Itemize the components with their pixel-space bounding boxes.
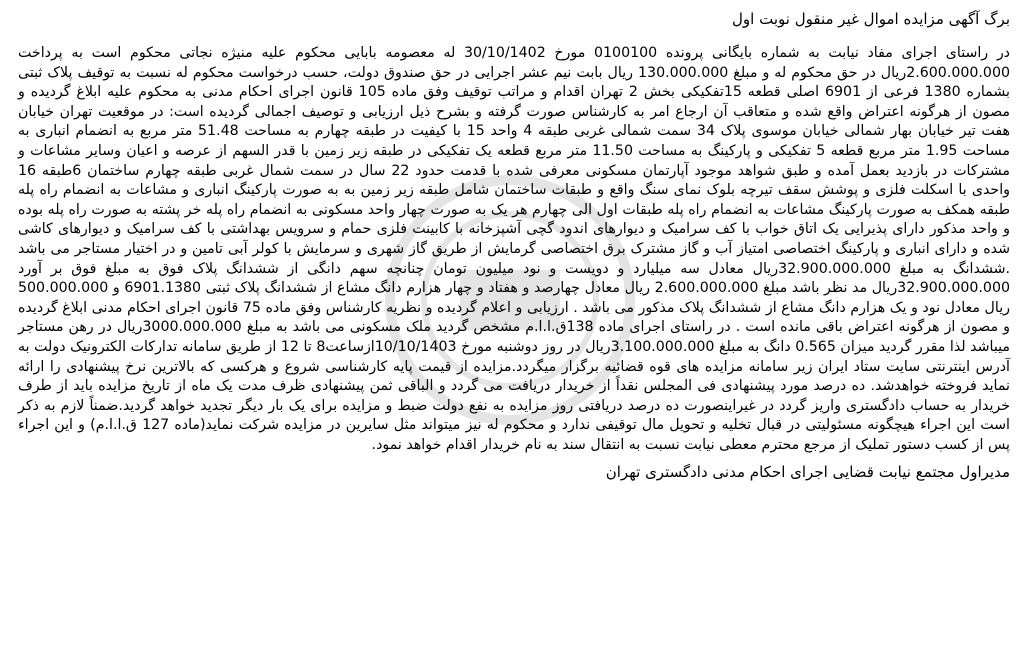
notice-title: برگ آگهی مزایده اموال غیر منقول نوبت اول bbox=[732, 10, 1010, 28]
notice-signature: مدیراول مجتمع نیابت قضایی اجرای احکام مدنی دادگستری تهران bbox=[605, 463, 1010, 482]
notice-body: در راستای اجرای مفاد نیابت به شماره بایگانی پرونده 0100100 مورخ 30/10/1402 له معصومه بابایی محکوم علیه منیژه نجاتی محکوم است به پرداخت 2.600.000.000ریال در حق محکوم له و مبلغ 130.000.000 ریال بابت نیم عشر اجرایی در حق صندوق دولت، حسب درخواست محکوم له نسبت به توقیف پلاک ثبتی بشماره 1380 فرعی از 6901 اصلی قطعه 15تفکیکی بخش 2 تهران اقدام و مراتب توقیف وفق ماده 105 قانون اجرای احکام مدنی به محکوم علیه ابلاغ گردیده و مصون از هرگونه اعتراض واقع شده و متعاقب آن ارجاع امر به کارشناس صورت گرفته و بشرح ذیل ارزیابی و توصیف اجمالی گردیده است: در موقعیت تهران خیابان هفت تیر خیابان بهار شمالی خیابان موسوی پلاک 34 سمت شمالی غربی طبقه 4 واحد 15 با کیفیت در طبقه چهارم به مساحت 51.48 متر مربع به انضمام انباری به مساحت 1.95 متر مربع قطعه 5 تفکیکی و پارکینگ به مساحت 11.50 متر مربع قطعه یک تفکیکی در طبقه زیر زمین با قدر السهم از عرصه و اعیان وسایر مشاعات و مشترکات در بازدید بعمل آمده و طبق شواهد موجود آپارتمان مسکونی معرفی شده با قدمت حدود 22 سال در سمت شمال غربی طبقه چهارم ساختمان 6طبقه 16 واحدی با اسکلت فلزی و پوشش سقف تیرچه بلوک نمای سنگ واقع و طبقات ساختمان شامل طبقه زیر زمین به به صورت پارکینگ انباری و مشاعات به انضمام راه پله طبقه همکف به صورت پارکینگ مشاعات به انضمام راه پله طبقات اول الی چهارم هر یک به صورت چهار واحد مسکونی به انضمام راه پله خر پشته به صورت راه پله بوده و واحد مذکور دارای پذیرایی یک اتاق خواب با کف سرامیک و دیوارهای اندود گچی آشپزخانه با کابینت فلزی حمام و سرویس بهداشتی با کف سرامیک و دیوارهای کاشی شده و دارای انباری و پارکینگ اختصاصی امتیاز آب و گاز مشترک برق اختصاصی گرمایش از طریق گاز شهری و سرمایش با کولر آبی تامین و در اختیار مستاجر می باشد .ششدانگ به مبلغ 32.900.000.000ریال معادل سه میلیارد و دویست و نود میلیون تومان چنانچه سهم دانگی از ششدانگ پلاک فوق به مبلغ فوق بر آورد 32.900.000.000ریال مد نظر باشد مبلغ 2.600.000.000 ریال معادل چهارصد و هفتاد و چهار هزارم دانگ مشاع از ششدانگ پلاک ثبتی 6901.1380 و 500.000.000 ریال معادل نود و یک هزارم دانگ مشاع از ششدانگ پلاک مذکور می باشد . ارزیابی و اعلام گردیده و نظریه کارشناس وفق ماده 75 قانون اجرای احکام مدنی ابلاغ گردیده و مصون از هرگونه اعتراض باقی مانده است . در راستای اجرای ماده 138ق.ا.ا.م مشخص گردید ملک مسکونی می باشد به مبلغ 3000.000.000ریال در رهن مستاجر میباشد لذا مقرر گردید میزان 0.565 دانگ به مبلغ 3.100.000.000ریال در روز دوشنبه مورخ 10/10/1403ازساعت8 تا 12 از طریق سامانه تدارکات الکترونیک دولت به آدرس اینترنتی سایت ستاد ایران زیر سامانه مزایده های قوه قضائیه برگزار میگردد.مزایده از قیمت پایه کارشناسی شروع و هرکسی که بالاترین نرخ پیشنهادی را ارائه نماید فروخته خواهدشد. ده درصد مورد پیشنهادی فی المجلس نقداً از خریدار دریافت می گردد و الباقی ثمن پیشنهادی ظرف مدت یک ماه از تاریخ مزایده باید از طرف خریدار به حساب دادگستری واریز گردد در غیراینصورت ده درصد دریافتی روز مزایده به نفع دولت ضبط و مزایده برای یک بار دیگر تجدید خواهد گردید.ضمناً لازم به ذکر است این اجراء هیچگونه مسئولیتی در قبال تخلیه و تحویل مال توقیفی ندارد و محکوم له نیز میتواند مثل سایرین در مزایده شرکت نماید(ماده 127 ق.ا.ا.م) و این اجراء پس از کسب دستور تملیک از مرجع محترم معطی نیابت نسبت به انتقال سند به نام خریدار اقدام خواهد نمود. bbox=[18, 45, 1010, 453]
